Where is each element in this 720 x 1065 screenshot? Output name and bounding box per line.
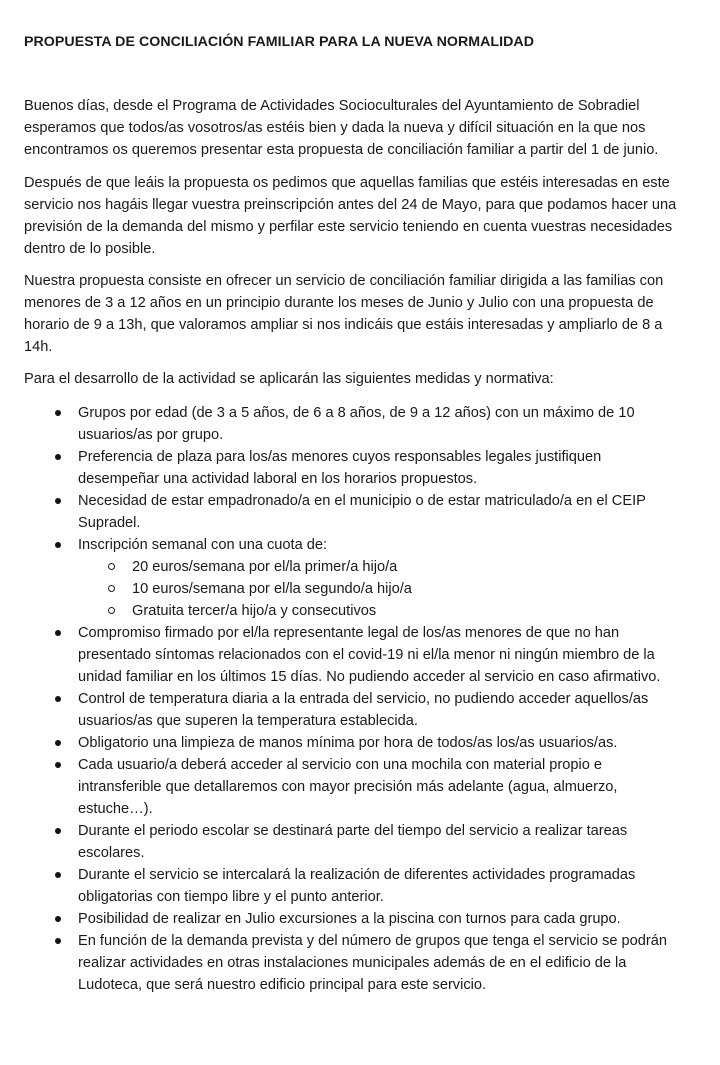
- paragraph-proposal: Nuestra propuesta consiste en ofrecer un servicio de conciliación familiar dirigida a las familias con menores de 3 a 12 años en un principio durante los meses de Junio y Julio con una propuesta de horario de 9 a 13h, que valoramos ampliar si nos indicáis que estáis interesadas y ampliarlo de 8 a 14h.: [24, 273, 664, 355]
- fees-intro: Inscripción semanal con una cuota de:: [78, 537, 328, 553]
- list-item: En función de la demanda prevista y del número de grupos que tenga el servicio se podrán realizar actividades en otras instalaciones municipales además de en el edificio de la Ludoteca, que será nuestro edificio principal para este servicio.: [24, 930, 680, 996]
- list-item: Necesidad de estar empadronado/a en el municipio o de estar matriculado/a en el CEIP Supradel.: [24, 490, 680, 534]
- document-title: PROPUESTA DE CONCILIACIÓN FAMILIAR PARA LA NUEVA NORMALIDAD: [24, 34, 535, 50]
- fees-list: [78, 556, 680, 622]
- list-item: Control de temperatura diaria a la entrada del servicio, no pudiendo acceder aquellos/as usuarios/as que superen la temperatura establecida.: [24, 688, 680, 732]
- list-item: Compromiso firmado por el/la representante legal de los/as menores de que no han presentado síntomas relacionados con el covid-19 ni el/la menor ni ningún miembro de la unidad familiar en los últimos 15 días. No pudiendo acceder al servicio en caso afirmativo.: [24, 622, 680, 688]
- fee-text: Gratuita tercer/a hijo/a y consecutivos: [132, 603, 377, 619]
- list-item-fees: [24, 534, 680, 622]
- fee-item: [24, 578, 680, 600]
- list-item: Grupos por edad (de 3 a 5 años, de 6 a 8 años, de 9 a 12 años) con un máximo de 10 usuarios/as por grupo.: [24, 402, 680, 446]
- fee-text: 10 euros/semana por el/la segundo/a hijo/a: [132, 581, 412, 597]
- fee-item: [24, 600, 680, 622]
- list-item: Preferencia de plaza para los/as menores cuyos responsables legales justifiquen desempeñar una actividad laboral en los horarios propuestos.: [24, 446, 680, 490]
- fee-item: [24, 556, 680, 578]
- list-item: Posibilidad de realizar en Julio excursiones a la piscina con turnos para cada grupo.: [24, 908, 680, 930]
- paragraph-preinscription: Después de que leáis la propuesta os pedimos que aquellas familias que estéis interesadas en este servicio nos hagáis llegar vuestra preinscripción antes del 24 de Mayo, para que podamos hacer una previsión de la demanda del mismo y perfilar este servicio teniendo en cuenta vuestras necesidades dentro de lo posible.: [24, 175, 677, 257]
- list-item: Cada usuario/a deberá acceder al servicio con una mochila con material propio e intransferible que detallaremos con mayor precisión más adelante (agua, almuerzo, estuche…).: [24, 754, 680, 820]
- paragraph-greeting: Buenos días, desde el Programa de Actividades Socioculturales del Ayuntamiento de Sobradiel esperamos que todos/as vosotros/as estéis bien y dada la nueva y difícil situación en la que nos encontramos os queremos presentar esta propuesta de conciliación familiar a partir del 1 de junio.: [24, 98, 659, 158]
- list-item: Obligatorio una limpieza de manos mínima por hora de todos/as los/as usuarios/as.: [24, 732, 680, 754]
- list-item: Durante el periodo escolar se destinará parte del tiempo del servicio a realizar tareas escolares.: [24, 820, 680, 864]
- measures-list: [24, 402, 680, 996]
- paragraph-measures-intro: Para el desarrollo de la actividad se aplicarán las siguientes medidas y normativa:: [24, 371, 554, 387]
- fee-text: 20 euros/semana por el/la primer/a hijo/a: [132, 559, 398, 575]
- list-item: Durante el servicio se intercalará la realización de diferentes actividades programadas obligatorias con tiempo libre y el punto anterior.: [24, 864, 680, 908]
